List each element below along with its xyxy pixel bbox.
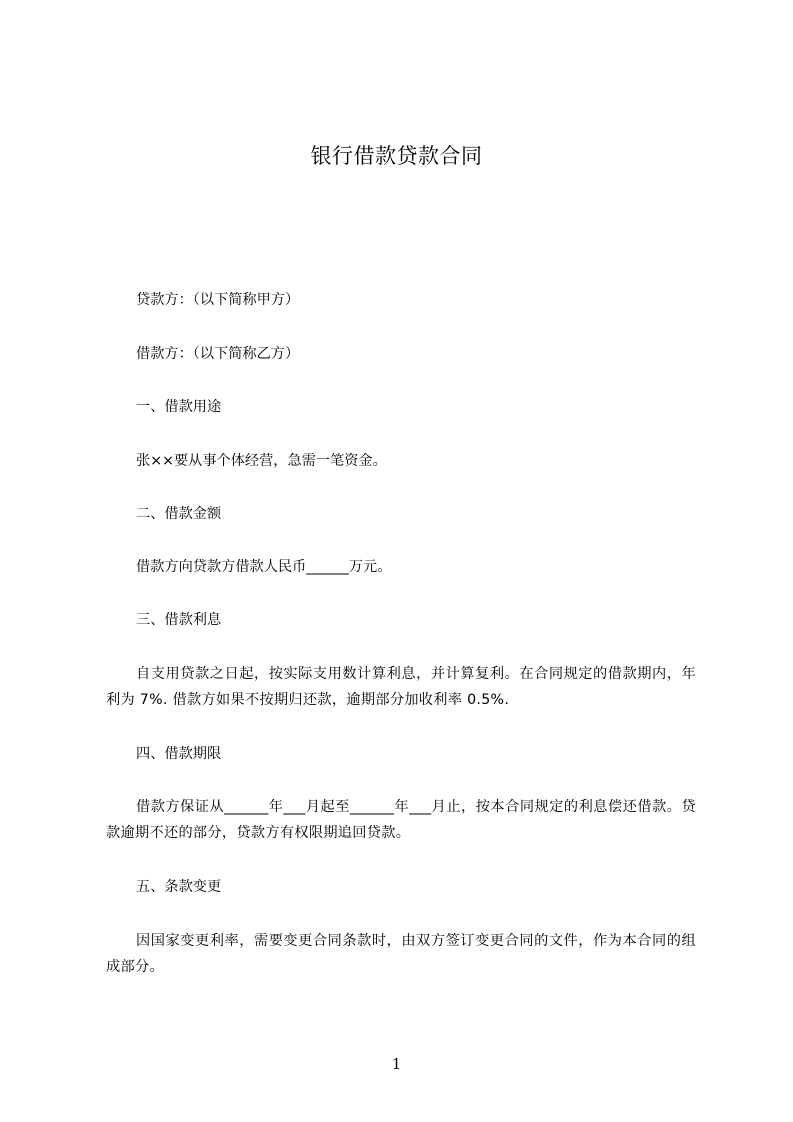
document-title: 银行借款贷款合同 — [310, 144, 483, 168]
section-text-amount: 借款方向贷款方借款人民币______万元。 — [136, 559, 392, 575]
section-text-changes: 因国家变更利率，需要变更合同条款时，由双方签订变更合同的文件，作为本合同的组成部分。 — [106, 933, 696, 975]
section-heading-purpose: 一、借款用途 — [136, 399, 222, 415]
section-heading-interest: 三、借款利息 — [136, 612, 222, 628]
page-number: 1 — [391, 1055, 402, 1073]
lender-line: 贷款方：（以下简称甲方） — [136, 292, 300, 308]
section-text-term: 借款方保证从______年___月起至______年___月止，按本合同规定的利息偿还借款。贷款逾期不还的部分，贷款方有权限期追回贷款。 — [106, 799, 696, 841]
section-heading-amount: 二、借款金额 — [136, 506, 222, 522]
section-heading-term: 四、借款期限 — [136, 746, 222, 762]
borrower-line: 借款方：（以下简称乙方） — [136, 346, 300, 362]
section-text-purpose: 张××要从事个体经营，急需一笔资金。 — [136, 453, 387, 469]
section-heading-changes: 五、条款变更 — [136, 879, 222, 895]
section-text-interest: 自支用贷款之日起，按实际支用数计算利息，并计算复利。在合同规定的借款期内，年利为 7%. 借款方如果不按期归还款，逾期部分加收利率 0.5%. — [106, 666, 696, 708]
